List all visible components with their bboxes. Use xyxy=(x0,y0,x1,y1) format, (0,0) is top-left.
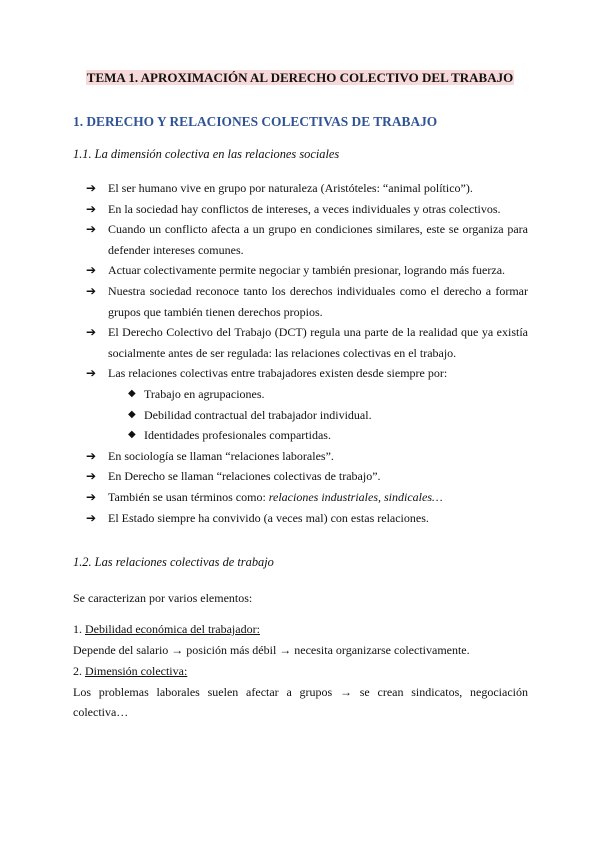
list-item: ➔ Las relaciones colectivas entre trabajadores existen desde siempre por: xyxy=(73,363,528,384)
arrow-bullet-icon: ➔ xyxy=(86,510,97,525)
sub-list-item: ◆ Identidades profesionales compartidas. xyxy=(73,425,528,446)
section-heading: 1. DERECHO Y RELACIONES COLECTIVAS DE TRABAJO xyxy=(73,114,438,129)
list-item: ➔ El ser humano vive en grupo por naturaleza (Aristóteles: “animal político”). xyxy=(73,178,528,199)
arrow-bullet-icon: ➔ xyxy=(86,181,97,195)
arrow-bullet-icon: ➔ xyxy=(86,201,97,216)
arrow-bullet-icon: ➔ xyxy=(86,448,97,463)
diamond-bullet-icon: ◆ xyxy=(128,408,136,420)
sub-list-item: ◆ Trabajo en agrupaciones. xyxy=(73,384,528,405)
numbered-heading-1: 1. Debilidad económica del trabajador: xyxy=(73,622,260,636)
list-item: ➔ El Derecho Colectivo del Trabajo (DCT) regula una parte de la realidad que ya existía socialmente antes de ser regulada: las relaciones colectivas en el trabajo. xyxy=(73,322,528,363)
paragraph-1: Depende del salario → posición más débil → necesita organizarse colectivamente. xyxy=(73,643,470,657)
list-item: ➔ Nuestra sociedad reconoce tanto los derechos individuales como el derecho a formar grupos que también tienen derechos propios. xyxy=(73,281,528,322)
paragraph-2: Los problemas laborales suelen afectar a grupos → se crean sindicatos, negociación colectiva… xyxy=(73,685,528,719)
diamond-bullet-icon: ◆ xyxy=(128,429,136,441)
numbered-heading-2: 2. Dimensión colectiva: xyxy=(73,664,188,678)
list-item: ➔ En Derecho se llaman “relaciones colectivas de trabajo”. xyxy=(73,466,528,487)
list-item: ➔ El Estado siempre ha convivido (a veces mal) con estas relaciones. xyxy=(73,508,528,529)
emphasis-text: relaciones industriales, sindicales… xyxy=(268,489,443,504)
arrow-bullet-icon: ➔ xyxy=(86,469,97,484)
arrow-bullet-icon: ➔ xyxy=(86,263,97,278)
list-item: ➔ En sociología se llaman “relaciones laborales”. xyxy=(73,446,528,467)
diamond-bullet-icon: ◆ xyxy=(128,387,136,399)
sub-list-item: ◆ Debilidad contractual del trabajador individual. xyxy=(73,405,528,426)
bullet-list xyxy=(73,178,528,528)
list-item: ➔ Actuar colectivamente permite negociar y también presionar, logrando más fuerza. xyxy=(73,260,528,281)
arrow-bullet-icon: ➔ xyxy=(86,489,97,504)
intro-paragraph: Se caracterizan por varios elementos: xyxy=(73,591,253,605)
list-item: ➔ También se usan términos como: relaciones industriales, sindicales… xyxy=(73,487,528,508)
subsection-heading-1-1: 1.1. La dimensión colectiva en las relaciones sociales xyxy=(73,147,340,161)
document-title: TEMA 1. APROXIMACIÓN AL DERECHO COLECTIVO DEL TRABAJO xyxy=(86,70,514,85)
subsection-heading-1-2: 1.2. Las relaciones colectivas de trabajo xyxy=(73,555,274,569)
arrow-bullet-icon: ➔ xyxy=(86,325,97,340)
arrow-bullet-icon: ➔ xyxy=(86,366,97,381)
list-item: ➔ En la sociedad hay conflictos de intereses, a veces individuales y otras colectivos. xyxy=(73,199,528,220)
arrow-bullet-icon: ➔ xyxy=(86,283,97,298)
arrow-bullet-icon: ➔ xyxy=(86,222,97,237)
list-item: ➔ Cuando un conflicto afecta a un grupo en condiciones similares, este se organiza para defender intereses comunes. xyxy=(73,219,528,260)
